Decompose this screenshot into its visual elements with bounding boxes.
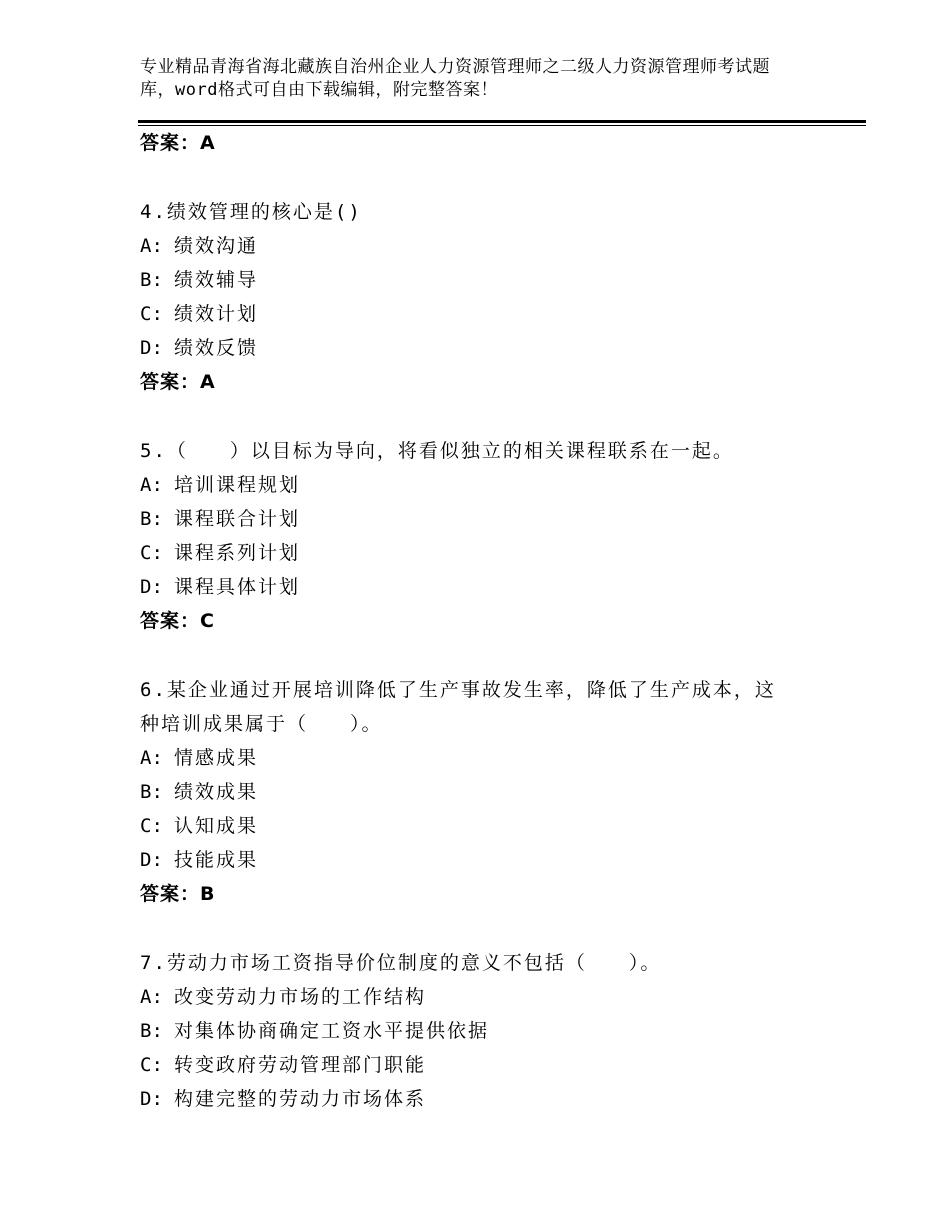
option-text: 情感成果: [174, 747, 259, 769]
option-b: [140, 779, 258, 805]
option-b: [140, 506, 300, 532]
option-letter: D:: [140, 337, 163, 359]
option-text: 绩效反馈: [174, 337, 259, 359]
question-stem: 5.（ ）以目标为导向，将看似独立的相关课程联系在一起。: [140, 440, 734, 462]
option-d: [140, 847, 258, 873]
option-letter: A:: [140, 235, 163, 257]
option-c: [140, 301, 258, 327]
option-text: 转变政府劳动管理部门职能: [174, 1054, 427, 1076]
answer-line: 答案：B: [140, 883, 216, 905]
option-letter: A:: [140, 474, 163, 496]
question-stem: 6.某企业通过开展培训降低了生产事故发生率，降低了生产成本，这: [140, 679, 776, 701]
option-letter: C:: [140, 1054, 163, 1076]
option-letter: C:: [140, 542, 163, 564]
option-text: 绩效沟通: [174, 235, 259, 257]
option-letter: C:: [140, 303, 163, 325]
answer-line: 答案：A: [140, 132, 216, 154]
option-letter: D:: [140, 849, 163, 871]
option-d: [140, 335, 258, 361]
option-text: 技能成果: [174, 849, 259, 871]
option-text: 改变劳动力市场的工作结构: [174, 986, 427, 1008]
option-letter: D:: [140, 576, 163, 598]
option-letter: B:: [140, 781, 163, 803]
document-header: [140, 56, 830, 102]
option-a: [140, 745, 258, 771]
option-text: 课程具体计划: [174, 576, 301, 598]
option-d: [140, 574, 300, 600]
question-stem: 7.劳动力市场工资指导价位制度的意义不包括（ ）。: [140, 952, 662, 974]
option-letter: B:: [140, 508, 163, 530]
option-a: [140, 984, 426, 1010]
option-a: [140, 472, 300, 498]
option-text: 绩效计划: [174, 303, 259, 325]
option-text: 课程联合计划: [174, 508, 301, 530]
option-a: [140, 233, 258, 259]
answer-line: 答案：A: [140, 371, 216, 393]
option-letter: A:: [140, 747, 163, 769]
option-text: 绩效辅导: [174, 269, 259, 291]
option-text: 构建完整的劳动力市场体系: [174, 1088, 427, 1110]
option-d: [140, 1086, 426, 1112]
header-line-2: 库，word格式可自由下载编辑，附完整答案！: [140, 80, 498, 100]
header-line-1: 专业精品青海省海北藏族自治州企业人力资源管理师之二级人力资源管理师考试题: [140, 57, 770, 77]
option-text: 绩效成果: [174, 781, 259, 803]
question-stem: 4.绩效管理的核心是(): [140, 201, 362, 223]
option-letter: C:: [140, 815, 163, 837]
option-c: [140, 813, 258, 839]
option-letter: D:: [140, 1088, 163, 1110]
option-text: 培训课程规划: [174, 474, 301, 496]
option-letter: B:: [140, 1020, 163, 1042]
header-rule-thin: [138, 125, 866, 126]
option-letter: B:: [140, 269, 163, 291]
header-rule-thick: [138, 120, 866, 123]
option-text: 认知成果: [174, 815, 259, 837]
option-b: [140, 267, 258, 293]
option-b: [140, 1018, 489, 1044]
option-c: [140, 540, 300, 566]
answer-line: 答案：C: [140, 610, 215, 632]
option-text: 对集体协商确定工资水平提供依据: [174, 1020, 490, 1042]
option-text: 课程系列计划: [174, 542, 301, 564]
option-letter: A:: [140, 986, 163, 1008]
question-stem-cont: 种培训成果属于（ ）。: [140, 713, 383, 735]
option-c: [140, 1052, 426, 1078]
